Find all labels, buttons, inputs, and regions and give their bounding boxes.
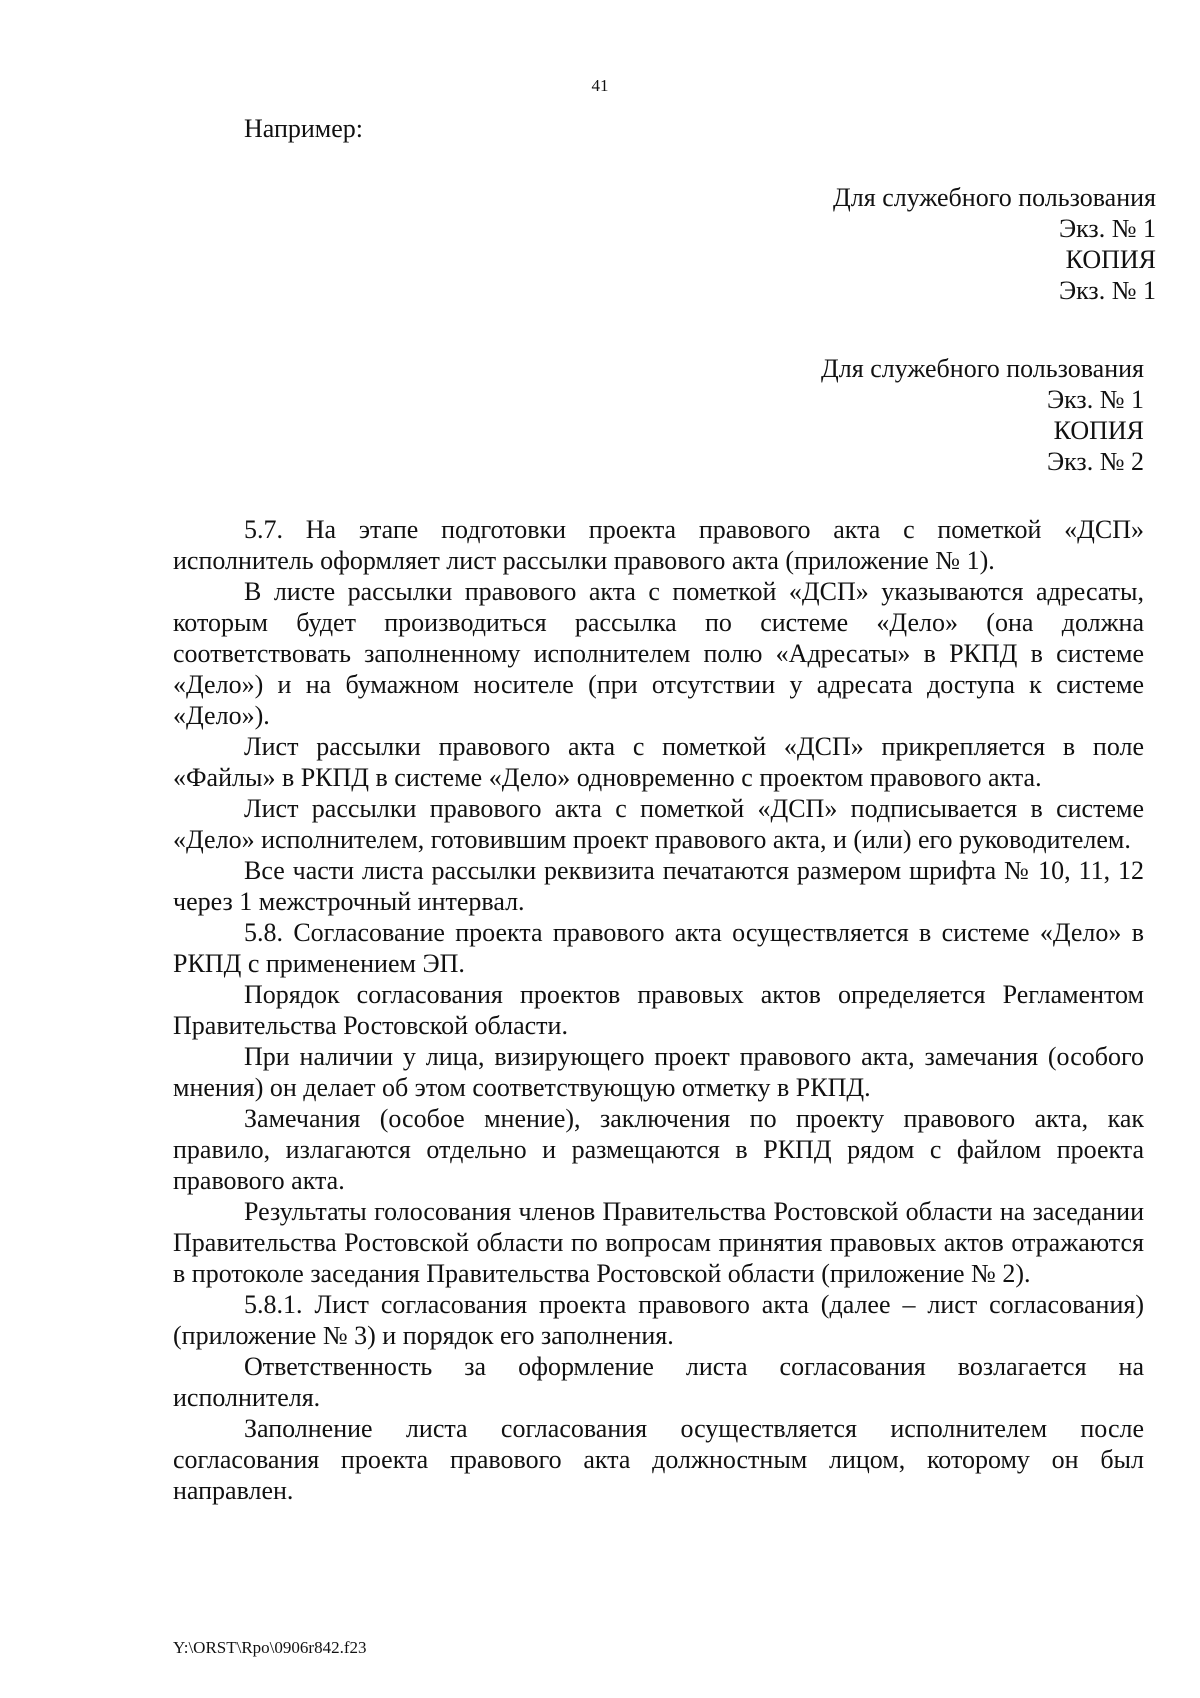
dsp-stamp-example-1 bbox=[833, 182, 1156, 306]
stamp-copy-number: Экз. № 1 bbox=[1058, 214, 1156, 243]
paragraph: Ответственность за оформление листа согласования возлагается на исполнителя. bbox=[173, 1352, 1144, 1412]
paragraph: При наличии у лица, визирующего проект правового акта, замечания (особого мнения) он делает об этом соответствующую отметку в РКПД. bbox=[173, 1042, 1144, 1102]
stamp-copy-label: КОПИЯ bbox=[1053, 416, 1144, 445]
stamp-copy-number: Экз. № 2 bbox=[1046, 447, 1144, 476]
stamp-restriction-label: Для служебного пользования bbox=[833, 183, 1156, 212]
paragraph: Все части листа рассылки реквизита печатаются размером шрифта № 10, 11, 12 через 1 межстрочный интервал. bbox=[173, 856, 1144, 916]
paragraph: В листе рассылки правового акта с пометкой «ДСП» указываются адресаты, которым будет производиться рассылка по системе «Дело» (она должна соответствовать заполненному исполнителем полю «Адресаты» в РКПД в системе «Дело») и на бумажном носителе (при отсутствии у адресата доступа к системе «Дело»). bbox=[173, 577, 1144, 730]
example-heading: Например: bbox=[244, 114, 364, 143]
paragraph: Порядок согласования проектов правовых актов определяется Регламентом Правительства Ростовской области. bbox=[173, 980, 1144, 1040]
stamp-copy-number: Экз. № 1 bbox=[1046, 385, 1144, 414]
paragraph: Лист рассылки правового акта с пометкой «ДСП» прикрепляется в поле «Файлы» в РКПД в системе «Дело» одновременно с проектом правового акта. bbox=[173, 732, 1144, 792]
paragraph-5-7: 5.7. На этапе подготовки проекта правового акта с пометкой «ДСП» исполнитель оформляет лист рассылки правового акта (приложение № 1). bbox=[173, 515, 1144, 575]
stamp-copy-number: Экз. № 1 bbox=[1058, 276, 1156, 305]
stamp-restriction-label: Для служебного пользования bbox=[821, 354, 1144, 383]
paragraph: Результаты голосования членов Правительства Ростовской области на заседании Правительства Ростовской области по вопросам принятия правовых актов отражаются в протоколе заседания Правительства Ростовской области (приложение № 2). bbox=[173, 1197, 1144, 1288]
dsp-stamp-example-2 bbox=[821, 353, 1144, 477]
paragraph: Замечания (особое мнение), заключения по проекту правового акта, как правило, излагаются отдельно и размещаются в РКПД рядом с файлом проекта правового акта. bbox=[173, 1104, 1144, 1195]
page-number: 41 bbox=[591, 76, 609, 95]
paragraph: Лист рассылки правового акта с пометкой «ДСП» подписывается в системе «Дело» исполнителем, готовившим проект правового акта, и (или) его руководителем. bbox=[173, 794, 1144, 854]
paragraph-5-8: 5.8. Согласование проекта правового акта осуществляется в системе «Дело» в РКПД с применением ЭП. bbox=[173, 918, 1144, 978]
document-body bbox=[173, 514, 1144, 1506]
stamp-copy-label: КОПИЯ bbox=[1065, 245, 1156, 274]
paragraph: Заполнение листа согласования осуществляется исполнителем после согласования проекта правового акта должностным лицом, которому он был направлен. bbox=[173, 1414, 1144, 1505]
file-path-footer: Y:\ORST\Rpo\0906r842.f23 bbox=[173, 1638, 367, 1657]
paragraph-5-8-1: 5.8.1. Лист согласования проекта правового акта (далее – лист согласования) (приложение № 3) и порядок его заполнения. bbox=[173, 1290, 1144, 1350]
